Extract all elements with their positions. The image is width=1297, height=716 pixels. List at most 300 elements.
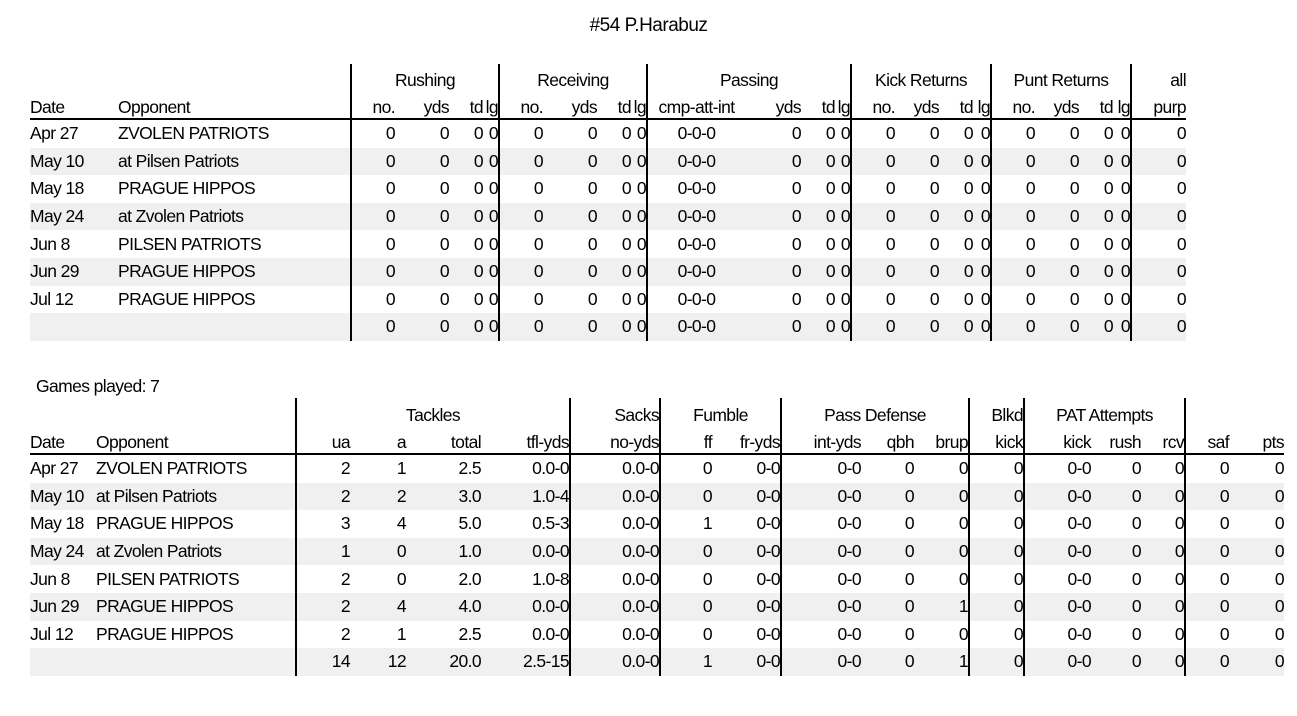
column-header: lg xyxy=(835,91,851,119)
date-cell: May 18 xyxy=(30,178,84,199)
stat-cell: 0 xyxy=(350,538,406,566)
table-row xyxy=(30,538,1284,566)
stat-cell: 0 xyxy=(1069,178,1079,199)
date-cell: Apr 27 xyxy=(30,458,78,479)
stat-cell: 0 xyxy=(473,233,483,254)
stat-cell: 0 xyxy=(791,233,801,254)
date-cell: Jun 29 xyxy=(30,593,96,621)
stat-cell: 0 xyxy=(980,233,990,254)
stat-cell: 0-0 xyxy=(1024,454,1091,483)
column-header: rush xyxy=(1091,426,1141,454)
stat-cell: 0 xyxy=(895,313,939,341)
stat-cell: 0 xyxy=(969,621,1024,649)
column-header: yds xyxy=(895,91,939,119)
stat-cell: 0 xyxy=(587,178,597,199)
date-cell xyxy=(30,313,118,341)
column-header: ua xyxy=(296,426,350,454)
column-header: td xyxy=(449,91,483,119)
group-header xyxy=(30,398,296,426)
stat-cell: 0 xyxy=(929,288,939,309)
stat-cell: 0 xyxy=(851,313,895,341)
table-row xyxy=(30,230,1186,258)
stat-cell: 0 xyxy=(958,623,968,644)
stat-cell: 0 xyxy=(631,313,647,341)
stat-cell: 0 xyxy=(1185,538,1229,566)
stat-cell: 0.0-0 xyxy=(570,621,660,649)
table-row xyxy=(30,286,1186,314)
column-header: int-yds xyxy=(781,426,861,454)
stat-cell: 0 xyxy=(1274,568,1284,589)
stat-cell: 0 xyxy=(1079,203,1113,231)
stat-cell: 0 xyxy=(904,458,914,479)
stat-cell: 0 xyxy=(861,538,914,566)
stat-cell: 0 xyxy=(351,313,395,341)
stat-cell: 0 xyxy=(991,203,1035,231)
column-header: ff xyxy=(660,426,712,454)
stat-cell: 0 xyxy=(636,233,646,254)
stat-cell: 0 xyxy=(969,454,1024,483)
stat-cell: 3.0 xyxy=(406,483,481,511)
stat-cell: 0 xyxy=(483,148,499,176)
stat-cell: 0 xyxy=(1131,148,1186,176)
stat-cell: 0 xyxy=(449,258,483,286)
table-row xyxy=(30,593,1284,621)
stat-cell: 0 xyxy=(991,175,1035,203)
opponent-cell: PRAGUE HIPPOS xyxy=(118,288,256,309)
stat-cell: 0 xyxy=(1035,258,1079,286)
stat-cell: 0 xyxy=(621,233,631,254)
opponent-cell: PRAGUE HIPPOS xyxy=(96,623,234,644)
stat-cell: 0 xyxy=(597,203,631,231)
stat-cell: 0-0-0 xyxy=(647,230,745,258)
stat-cell: 0.0-0 xyxy=(570,538,660,566)
stat-cell: 0 xyxy=(1141,648,1185,676)
stat-cell: 0 xyxy=(840,178,850,199)
stat-cell: 0-0 xyxy=(1024,648,1091,676)
stat-cell: 0 xyxy=(958,568,968,589)
stat-cell: 0 xyxy=(351,286,395,314)
stat-cell: 0 xyxy=(1120,178,1130,199)
stat-cell: 0 xyxy=(449,148,483,176)
column-header: saf xyxy=(1185,426,1229,454)
stat-cell: 0 xyxy=(1091,538,1141,566)
column-header: a xyxy=(350,426,406,454)
stat-cell: 0 xyxy=(958,513,968,534)
column-header: td xyxy=(801,91,835,119)
stat-cell: 0 xyxy=(1131,258,1186,286)
column-header: pts xyxy=(1229,426,1284,454)
table-row xyxy=(30,119,1186,148)
stat-cell: 0 xyxy=(1274,458,1284,479)
column-header: yds xyxy=(543,91,597,119)
stat-cell: 0 xyxy=(791,288,801,309)
stat-cell: 12 xyxy=(350,648,406,676)
stat-cell: 0 xyxy=(483,258,499,286)
stat-cell: 20.0 xyxy=(406,648,481,676)
stat-cell: 0 xyxy=(980,288,990,309)
stat-cell: 0 xyxy=(861,483,914,511)
stat-cell: 0 xyxy=(621,123,631,144)
stat-cell: 0 xyxy=(939,203,973,231)
stat-cell: 0 xyxy=(969,510,1024,538)
opponent-cell: PRAGUE HIPPOS xyxy=(96,593,296,621)
column-header: Date xyxy=(30,426,96,454)
column-header: total xyxy=(406,426,481,454)
stat-cell: 0 xyxy=(1079,313,1113,341)
stat-cell: 0 xyxy=(1113,258,1131,286)
table-row xyxy=(30,148,1186,176)
stat-cell: 0 xyxy=(499,119,543,148)
stat-cell: 0 xyxy=(1069,233,1079,254)
stat-cell: 0 xyxy=(1229,538,1284,566)
totals-row xyxy=(30,648,1284,676)
stat-cell: 0 xyxy=(745,203,801,231)
stat-cell: 0 xyxy=(439,288,449,309)
opponent-cell: ZVOLEN PATRIOTS xyxy=(118,123,269,144)
stat-cell: 0 xyxy=(499,203,543,231)
stat-cell: 0 xyxy=(969,648,1024,676)
stat-cell: 2 xyxy=(296,483,350,511)
stat-cell: 0 xyxy=(439,233,449,254)
stat-cell: 0 xyxy=(395,258,449,286)
stat-cell: 0 xyxy=(1185,483,1229,511)
stat-cell: 0 xyxy=(745,148,801,176)
stat-cell: 0 xyxy=(351,148,395,176)
stat-cell: 0 xyxy=(969,593,1024,621)
stat-cell: 0 xyxy=(1131,203,1186,231)
column-header: tfl-yds xyxy=(481,426,570,454)
column-header: kick xyxy=(969,426,1024,454)
column-header: yds xyxy=(1035,91,1079,119)
stat-cell: 0 xyxy=(851,175,895,203)
date-cell: Jun 29 xyxy=(30,258,118,286)
stat-cell: 4 xyxy=(350,593,406,621)
stat-cell: 0 xyxy=(1141,593,1185,621)
group-header: Sacks xyxy=(570,398,660,426)
stat-cell: 0 xyxy=(631,203,647,231)
column-header: td xyxy=(939,91,973,119)
stat-cell: 0-0 xyxy=(756,623,780,644)
stat-cell: 1 xyxy=(660,648,712,676)
stat-cell: 0 xyxy=(969,565,1024,593)
stat-cell: 4.0 xyxy=(406,593,481,621)
stat-cell: 0 xyxy=(980,178,990,199)
stat-cell: 0-0 xyxy=(1024,593,1091,621)
date-cell: May 18 xyxy=(30,513,84,534)
games-played: Games played: 7 xyxy=(36,376,160,396)
stat-cell: 0-0-0 xyxy=(647,286,745,314)
stat-cell: 0 xyxy=(1103,288,1113,309)
opponent-cell: ZVOLEN PATRIOTS xyxy=(96,458,247,479)
stat-cell: 0 xyxy=(991,119,1035,148)
group-header: PAT Attempts xyxy=(1024,398,1185,426)
stat-cell: 0-0 xyxy=(781,454,861,483)
stat-cell: 0 xyxy=(939,258,973,286)
stat-cell: 0 xyxy=(1035,203,1079,231)
stat-cell: 0-0-0 xyxy=(647,313,745,341)
stat-cell: 0 xyxy=(660,538,712,566)
stat-cell: 0 xyxy=(483,203,499,231)
stat-cell: 0 xyxy=(1120,233,1130,254)
stat-cell: 0 xyxy=(914,538,969,566)
table-row xyxy=(30,454,1284,483)
stat-cell: 0 xyxy=(835,148,851,176)
stat-cell: 0 xyxy=(851,230,895,258)
stat-cell: 0 xyxy=(1120,288,1130,309)
stat-cell: 0 xyxy=(1131,119,1186,148)
stat-cell: 0 xyxy=(1069,288,1079,309)
stat-cell: 0 xyxy=(1185,565,1229,593)
stat-cell: 0 xyxy=(895,203,939,231)
stat-cell: 0-0 xyxy=(712,593,781,621)
stat-cell: 0 xyxy=(1103,123,1113,144)
stat-cell: 0 xyxy=(597,313,631,341)
stat-cell: 0 xyxy=(1103,233,1113,254)
stat-cell: 0 xyxy=(1229,483,1284,511)
stat-cell: 0 xyxy=(801,203,835,231)
stat-cell: 3 xyxy=(296,510,350,538)
stat-cell: 0 xyxy=(861,648,914,676)
stat-cell: 0 xyxy=(791,123,801,144)
stat-cell: 0.0-0 xyxy=(532,623,569,644)
date-cell xyxy=(30,648,96,676)
table-row xyxy=(30,510,1284,538)
stat-cell: 0 xyxy=(473,123,483,144)
stat-cell: 0 xyxy=(631,258,647,286)
column-header: no-yds xyxy=(570,426,660,454)
stat-cell: 0-0 xyxy=(781,621,861,649)
stat-cell: 0 xyxy=(473,178,483,199)
stat-cell: 0 xyxy=(1103,178,1113,199)
stat-cell: 0 xyxy=(660,483,712,511)
stat-cell: 0 xyxy=(1131,175,1186,203)
stat-cell: 0 xyxy=(745,258,801,286)
stat-cell: 0 xyxy=(1229,593,1284,621)
stat-cell: 0 xyxy=(660,593,712,621)
stat-cell: 0 xyxy=(636,123,646,144)
stat-cell: 0-0 xyxy=(781,593,861,621)
stat-cell: 0 xyxy=(439,123,449,144)
stat-cell: 0 xyxy=(1131,286,1186,314)
stat-cell: 0-0 xyxy=(1024,621,1091,649)
column-header: cmp-att-int xyxy=(647,91,745,119)
table-row xyxy=(30,258,1186,286)
stat-cell: 0-0-0 xyxy=(647,148,745,176)
stat-cell: 0 xyxy=(351,230,395,258)
stat-cell: 5.0 xyxy=(458,513,481,534)
group-header: all xyxy=(1131,64,1186,91)
stat-cell: 2.5 xyxy=(458,623,481,644)
stat-cell: 0 xyxy=(963,123,973,144)
stat-cell: 0.0-0 xyxy=(570,510,660,538)
stat-cell: 0 xyxy=(939,313,973,341)
totals-row xyxy=(30,313,1186,341)
stat-cell: 0 xyxy=(895,148,939,176)
stat-cell: 0 xyxy=(1091,593,1141,621)
group-header: Tackles xyxy=(296,398,570,426)
defense-stats-table xyxy=(30,398,1284,676)
stat-cell: 0 xyxy=(587,123,597,144)
stat-cell: 0 xyxy=(1131,313,1186,341)
stat-cell: 2.0 xyxy=(458,568,481,589)
stat-cell: 0 xyxy=(395,148,449,176)
stat-cell: 0 xyxy=(835,203,851,231)
column-header: td xyxy=(597,91,631,119)
stat-cell: 0 xyxy=(1079,258,1113,286)
group-header xyxy=(30,64,351,91)
stat-cell: 0 xyxy=(1091,648,1141,676)
stat-cell: 0 xyxy=(825,123,835,144)
stat-cell: 0 xyxy=(1131,513,1141,534)
stat-cell: 0.0-0 xyxy=(481,538,570,566)
stat-cell: 0 xyxy=(499,230,543,258)
stat-cell: 0 xyxy=(825,178,835,199)
column-header: lg xyxy=(973,91,991,119)
stat-cell: 0 xyxy=(488,288,498,309)
stat-cell: 0 xyxy=(973,313,991,341)
stat-cell: 2.5 xyxy=(458,458,481,479)
stat-cell: 0-0 xyxy=(1024,483,1091,511)
stat-cell: 0 xyxy=(660,454,712,483)
stat-cell: 0 xyxy=(963,288,973,309)
stat-cell: 0 xyxy=(991,286,1035,314)
stat-cell: 0 xyxy=(499,148,543,176)
stat-cell: 0 xyxy=(1185,593,1229,621)
group-header: Fumble xyxy=(660,398,781,426)
stat-cell: 0 xyxy=(963,233,973,254)
stat-cell: 1.0 xyxy=(406,538,481,566)
date-cell: May 24 xyxy=(30,203,118,231)
stat-cell: 0 xyxy=(1174,458,1184,479)
stat-cell: 0 xyxy=(1174,513,1184,534)
table-row xyxy=(30,565,1284,593)
stat-cell: 1.0-8 xyxy=(532,568,569,589)
date-cell: Jun 8 xyxy=(30,568,70,589)
stat-cell: 0 xyxy=(840,233,850,254)
group-header: Passing xyxy=(647,64,851,91)
stat-cell: 0 xyxy=(991,313,1035,341)
stat-cell: 0 xyxy=(801,313,835,341)
group-header: Receiving xyxy=(499,64,647,91)
stat-cell: 0 xyxy=(1185,510,1229,538)
stat-cell: 0 xyxy=(861,593,914,621)
opponent-cell: PILSEN PATRIOTS xyxy=(118,233,262,254)
column-header: yds xyxy=(395,91,449,119)
stat-cell: 0-0 xyxy=(712,483,781,511)
stat-cell: 0 xyxy=(636,178,646,199)
stat-cell: 0 xyxy=(973,148,991,176)
stat-cell: 0 xyxy=(543,258,597,286)
date-cell: May 24 xyxy=(30,538,96,566)
opponent-cell: PILSEN PATRIOTS xyxy=(96,568,240,589)
stat-cell: 0.0-0 xyxy=(570,593,660,621)
stat-cell: 0 xyxy=(851,286,895,314)
stat-cell: 0 xyxy=(904,513,914,534)
stat-cell: 0 xyxy=(396,568,406,589)
stat-cell: 2.5-15 xyxy=(481,648,570,676)
stat-cell: 0.0-0 xyxy=(532,458,569,479)
column-header: no. xyxy=(499,91,543,119)
table-row xyxy=(30,621,1284,649)
date-cell: Jun 8 xyxy=(30,233,70,254)
stat-cell: 0.0-0 xyxy=(570,454,660,483)
stat-cell: 0 xyxy=(1141,538,1185,566)
stat-cell: 0-0-0 xyxy=(647,119,745,148)
stat-cell: 0.0-0 xyxy=(570,648,660,676)
column-header: rcv xyxy=(1141,426,1185,454)
stat-cell: 0 xyxy=(351,258,395,286)
column-header: lg xyxy=(631,91,647,119)
stat-cell: 1.0-4 xyxy=(481,483,570,511)
stat-cell: 0 xyxy=(631,148,647,176)
stat-cell: 0 xyxy=(449,313,483,341)
stat-cell: 0 xyxy=(840,288,850,309)
stat-cell: 0 xyxy=(973,203,991,231)
stat-cell: 0-0 xyxy=(781,483,861,511)
stat-cell: 0 xyxy=(488,233,498,254)
opponent-cell: at Zvolen Patriots xyxy=(118,203,351,231)
stat-cell: 0-0 xyxy=(756,513,780,534)
stat-cell: 2 xyxy=(296,621,350,649)
stat-cell: 0 xyxy=(1131,568,1141,589)
stat-cell: 0 xyxy=(488,178,498,199)
stat-cell: 0-0-0 xyxy=(647,175,745,203)
stat-cell: 0.0-0 xyxy=(570,483,660,511)
stat-cell: 0 xyxy=(745,313,801,341)
stat-cell: 1 xyxy=(396,623,406,644)
stat-cell: 0 xyxy=(488,123,498,144)
stat-cell: 0 xyxy=(991,148,1035,176)
stat-cell: 0 xyxy=(1131,623,1141,644)
stat-cell: 0 xyxy=(904,568,914,589)
stat-cell: 0 xyxy=(1185,454,1229,483)
stat-cell: 2 xyxy=(350,483,406,511)
stat-cell: 0 xyxy=(939,148,973,176)
stat-cell: 0 xyxy=(395,203,449,231)
column-header: Date xyxy=(30,91,118,119)
stat-cell: 0 xyxy=(449,203,483,231)
date-cell: May 10 xyxy=(30,483,96,511)
stat-cell: 0-0-0 xyxy=(647,258,745,286)
stat-cell: 1 xyxy=(914,648,969,676)
column-header: Opponent xyxy=(118,91,351,119)
column-header: no. xyxy=(851,91,895,119)
page-title: #54 P.Harabuz xyxy=(589,15,708,36)
stat-cell: 0-0 xyxy=(1024,565,1091,593)
stat-cell: 0 xyxy=(969,538,1024,566)
date-cell: Apr 27 xyxy=(30,123,78,144)
stat-cell: 0 xyxy=(660,621,712,649)
stat-cell: 0 xyxy=(1131,230,1186,258)
stat-cell: 0-0 xyxy=(781,648,861,676)
column-header: brup xyxy=(914,426,969,454)
stat-cell: 0 xyxy=(895,258,939,286)
stat-cell: 0 xyxy=(1185,621,1229,649)
stat-cell: 0 xyxy=(851,148,895,176)
stat-cell: 0 xyxy=(825,233,835,254)
column-header: fr-yds xyxy=(712,426,781,454)
stat-cell: 0 xyxy=(621,288,631,309)
stat-cell: 0 xyxy=(835,258,851,286)
stat-cell: 0 xyxy=(351,203,395,231)
opponent-cell: at Pilsen Patriots xyxy=(96,483,296,511)
stat-cell: 0 xyxy=(587,233,597,254)
stat-cell: 0 xyxy=(1091,483,1141,511)
stat-cell: 0 xyxy=(840,123,850,144)
stat-cell: 0 xyxy=(587,288,597,309)
stat-cell: 0 xyxy=(1079,148,1113,176)
stat-cell: 0 xyxy=(801,258,835,286)
